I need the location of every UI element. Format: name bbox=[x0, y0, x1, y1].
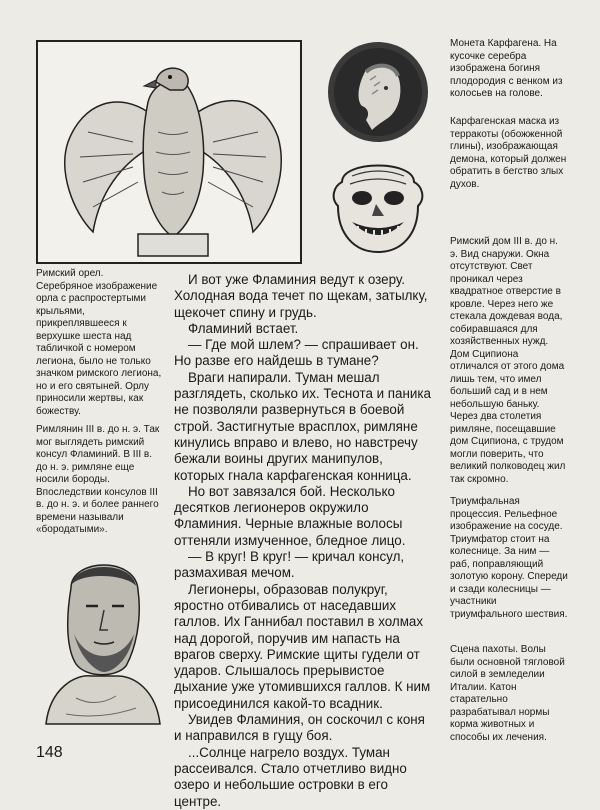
main-text bbox=[174, 272, 436, 810]
coin-illustration bbox=[326, 40, 430, 144]
paragraph: Легионеры, образовав полукруг, яростно отбивались от наседавших галлов. Их Ганнибал поставил в холмах над дорогой, поручив им напасть на врагов сверху. Римские щиты гудели от ударов. Слышалось прерывистое дыхание уже утомившихся галлов. К ним присоединился какой-то всадник. bbox=[174, 581, 431, 711]
paragraph: — Где мой шлем? — спрашивает он. Но разве его найдешь в тумане? bbox=[174, 337, 419, 369]
mask-drawing bbox=[322, 152, 434, 258]
triumph-caption: Триумфальная процессия. Рельефное изображение на сосуде. Триумфатор стоит на колеснице. За ним — раб, поправляющий золотую корону. Спереди и сзади колесницы — участники триумфального шествия. bbox=[450, 496, 568, 620]
mask-caption: Карфагенская маска из терракоты (обожженной глины), изображающая демона, который должен обратить в бегство злых духов. bbox=[450, 116, 567, 190]
eagle-illustration bbox=[36, 40, 302, 264]
paragraph: ...Солнце нагрело воздух. Туман рассеивался. Стало отчетливо видно озеро и небольшие островки в его центре. bbox=[174, 744, 407, 809]
paragraph: — В круг! В круг! — кричал консул, размахивая мечом. bbox=[174, 549, 405, 581]
eagle-caption: Римский орел. Серебряное изображение орла с распростертыми крыльями, прикреплявшееся к верхушке шеста над табличкой с номером легиона, было не только значком римского легиона, но и его святыней. Орлу приносили жертвы, как божеству. bbox=[36, 268, 162, 417]
house-caption: Римский дом III в. до н. э. Вид снаружи. Окна отсутствуют. Свет проникал через квадратное отверстие в кровле. Через него же стекала дождевая вода, собиравшаяся для хозяйственных нужд. Дом Сципиона отличался от этого дома лишь тем, что имел больший сад и в нем небольшую баньку. Через два столетия римляне, посещавшие дом Сципиона, с трудом могли поверить, что великий полководец жил так скромно. bbox=[450, 236, 566, 485]
mask-illustration bbox=[322, 152, 434, 258]
eagle-drawing bbox=[38, 42, 300, 262]
plough-caption: Сцена пахоты. Волы были основной тягловой силой в земледелии Италии. Катон старательно разрабатывал нормы корма животных и способы их лечения. bbox=[450, 644, 565, 743]
coin-drawing bbox=[326, 40, 430, 144]
paragraph: Но вот завязался бой. Несколько десятков легионеров окружило Фламиния. Черные влажные волосы оттеняли измученное, бледное лицо. bbox=[174, 483, 406, 548]
coin-caption: Монета Карфагена. На кусочке серебра изображена богиня плодородия с венком из колосьев на голове. bbox=[450, 38, 563, 99]
paragraph: Увидев Фламиния, он соскочил с коня и направился в гущу боя. bbox=[174, 712, 425, 744]
roman-man-drawing bbox=[36, 548, 166, 726]
roman-man-illustration bbox=[36, 548, 166, 726]
roman-man-caption: Римлянин III в. до н. э. Так мог выглядеть римский консул Фламиний. В III в. до н. э. римляне еще носили бороды. Впоследствии консулов III в. до н. э. и более раннего времени называли «бородатыми». bbox=[36, 424, 160, 535]
paragraph: И вот уже Фламиния ведут к озеру. Холодная вода течет по щекам, затылку, щекочет спину и грудь. bbox=[174, 272, 428, 320]
paragraph: Враги напирали. Туман мешал разглядеть, сколько их. Теснота и паника не позволяли развернуться в боевой строй. Застигнутые врасплох, римляне кинулись вправо и влево, но навстречу бежали воины других манипулов, которых гнала карфагенская конница. bbox=[174, 369, 431, 483]
page-number: 148 bbox=[36, 744, 63, 761]
paragraph: Фламиний встает. bbox=[188, 320, 299, 336]
